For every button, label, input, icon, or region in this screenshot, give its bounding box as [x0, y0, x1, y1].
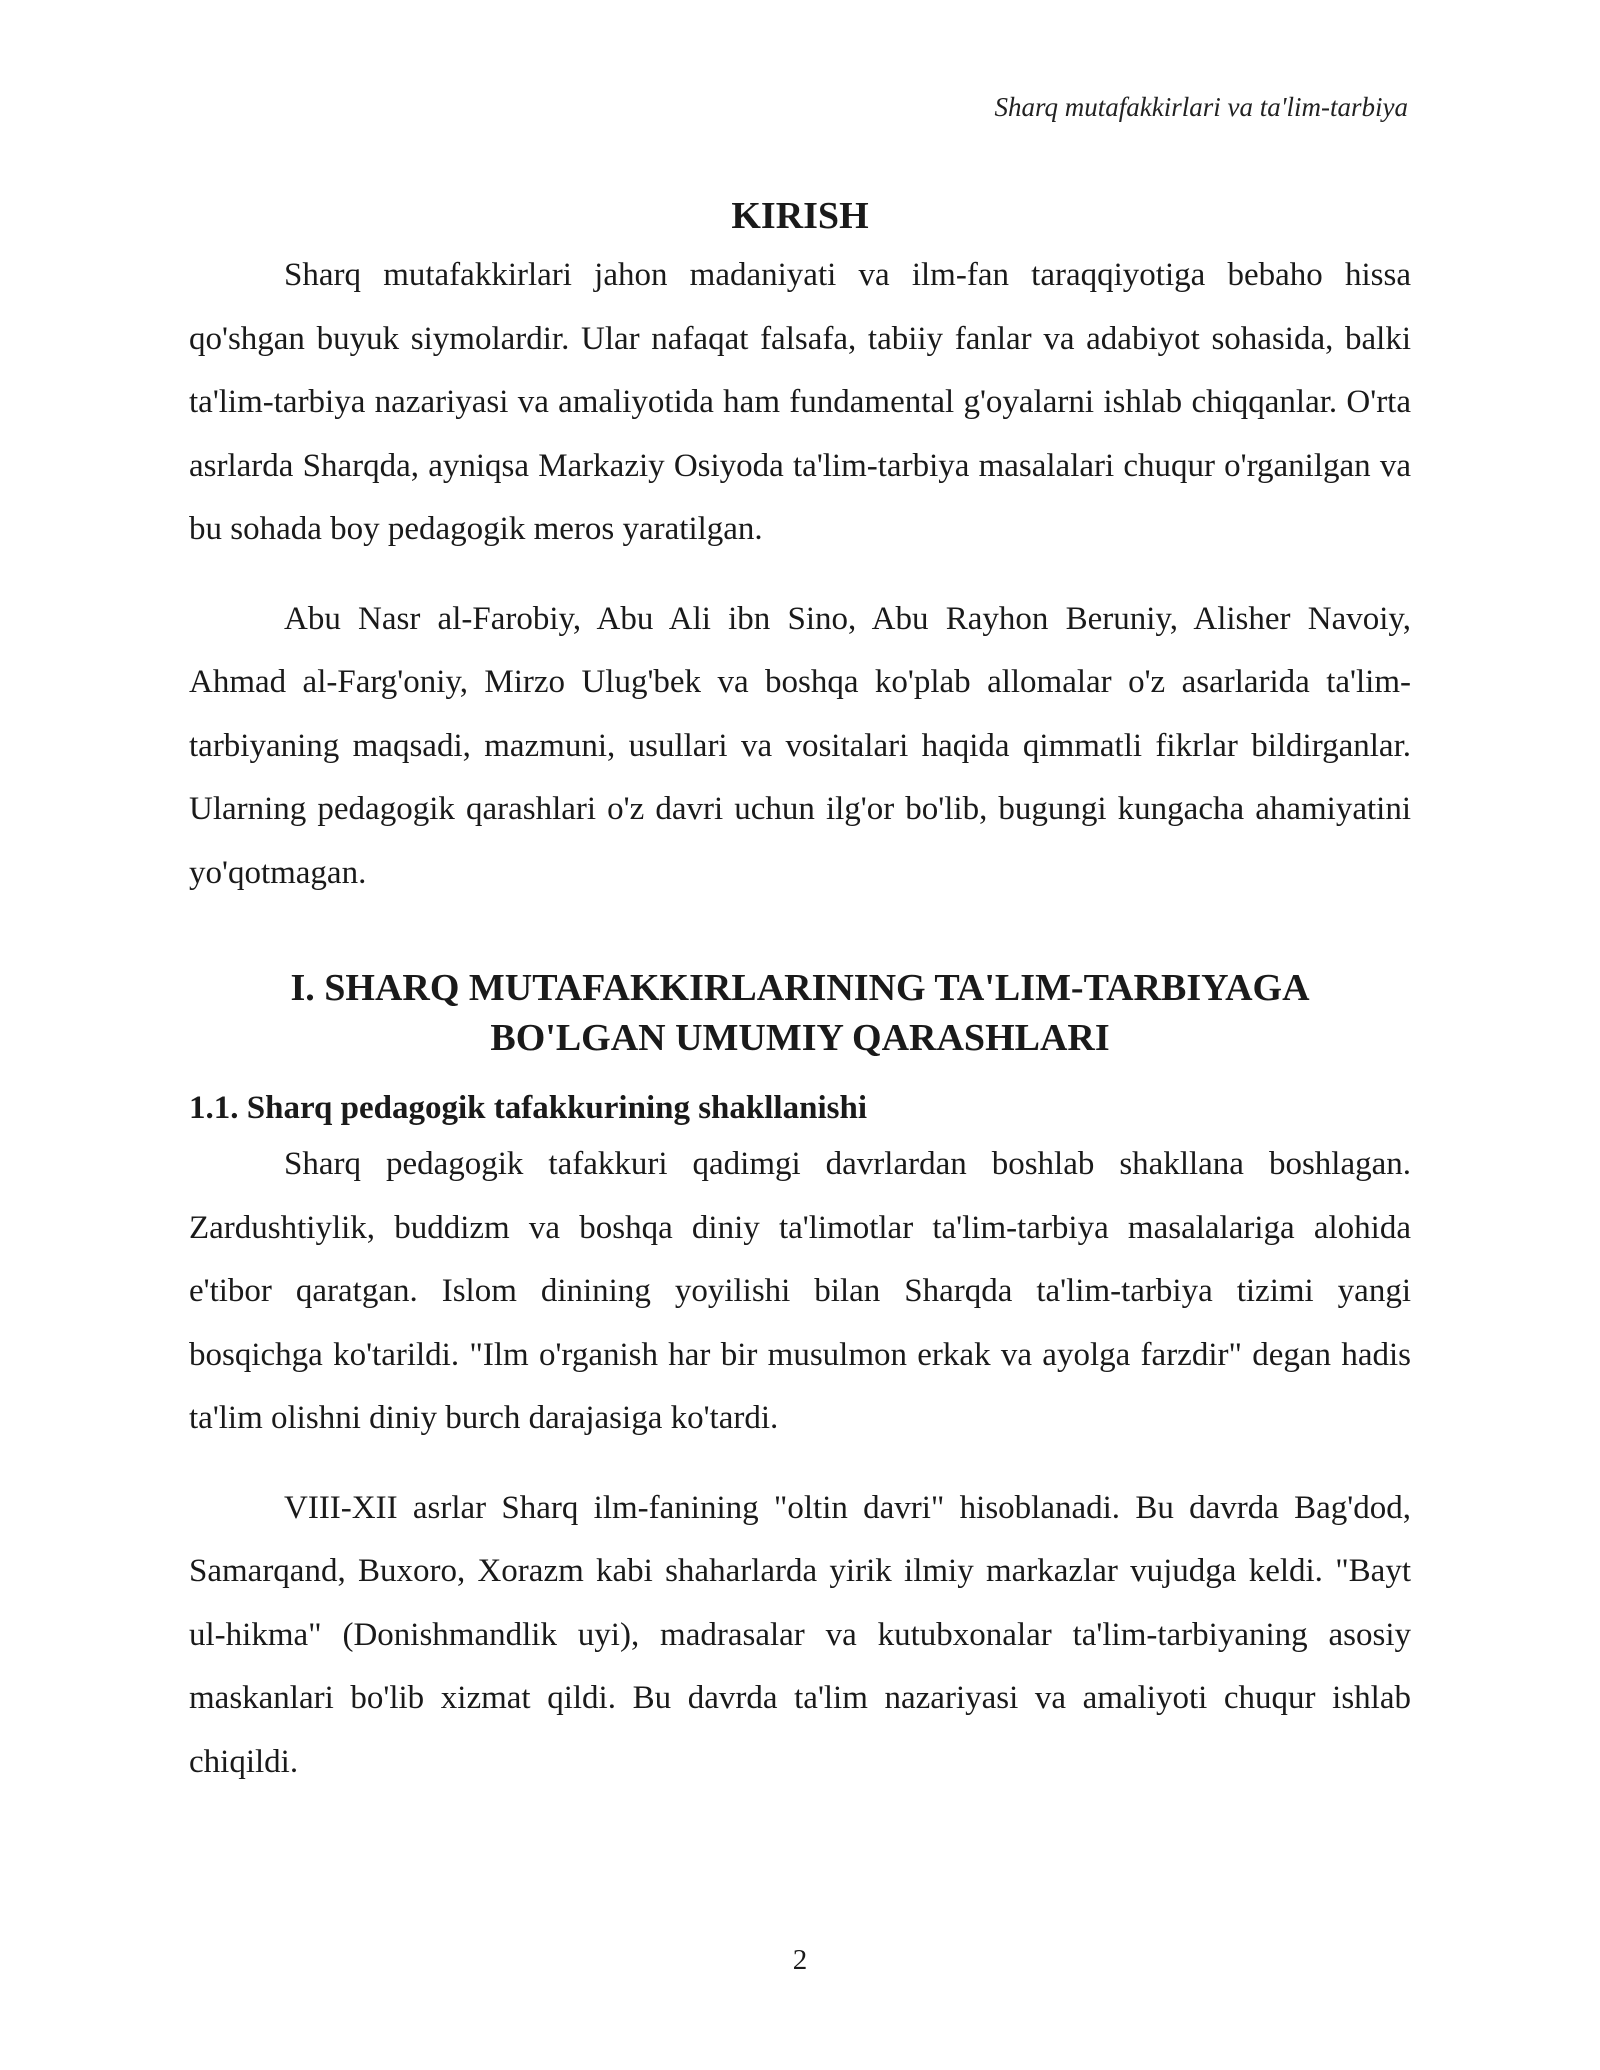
- section-paragraph-2: VIII-XII asrlar Sharq ilm-fanining "oltin davri" hisoblanadi. Bu davrda Bag'dod, Samarqand, Buxoro, Xorazm kabi shaharlarda yirik ilmiy markazlar vujudga keldi. "Bayt ul-hikma" (Donishmandlik uyi), madrasalar va kutubxonalar ta'lim-tarbiyaning asosiy maskanlari bo'lib xizmat qildi. Bu davrda ta'lim nazariyasi va amaliyoti chuqur ishlab chiqildi.: [189, 1489, 1411, 1780]
- chapter-title: [189, 963, 1411, 1063]
- running-header: Sharq mutafakkirlari va ta'lim-tarbiya: [994, 92, 1408, 122]
- intro-paragraph-1: Sharq mutafakkirlari jahon madaniyati va ilm-fan taraqqiyotiga bebaho hissa qo'shgan buyuk siymolardir. Ular nafaqat falsafa, tabiiy fanlar va adabiyot sohasida, balki ta'lim-tarbiya nazariyasi va amaliyotida ham fundamental g'oyalarni ishlab chiqqanlar. O'rta asrlarda Sharqda, ayniqsa Markaziy Osiyoda ta'lim-tarbiya masalalari chuqur o'rganilgan va bu sohada boy pedagogik meros yaratilgan.: [189, 257, 1411, 547]
- paragraph-spacer: [189, 562, 1411, 588]
- chapter-title-line-1: I. SHARQ MUTAFAKKIRLARINING TA'LIM-TARBIYAGA: [290, 967, 1310, 1009]
- section-paragraph-1: Sharq pedagogik tafakkuri qadimgi davrlardan boshlab shakllana boshlagan. Zardushtiylik, buddizm va boshqa diniy ta'limotlar ta'lim-tarbiya masalalariga alohida e'tibor qaratgan. Islom dinining yoyilishi bilan Sharqda ta'lim-tarbiya tizimi yangi bosqichga ko'tarildi. "Ilm o'rganish har bir musulmon erkak va ayolga farzdir" degan hadis ta'lim olishni diniy burch darajasiga ko'tardi.: [189, 1146, 1411, 1436]
- page-number: 2: [792, 1944, 808, 1976]
- intro-paragraph-2: Abu Nasr al-Farobiy, Abu Ali ibn Sino, Abu Rayhon Beruniy, Alisher Navoiy, Ahmad al-Farg'oniy, Mirzo Ulug'bek va boshqa ko'plab allomalar o'z asarlarida ta'lim-tarbiyaning maqsadi, mazmuni, usullari va vositalari haqida qimmatli fikrlar bildirganlar. Ularning pedagogik qarashlari o'z davri uchun ilg'or bo'lib, bugungi kungacha ahamiyatini yo'qotmagan.: [189, 600, 1411, 891]
- intro-title: KIRISH: [731, 195, 869, 237]
- paragraph-spacer: [189, 1451, 1411, 1477]
- section-title: 1.1. Sharq pedagogik tafakkurining shakllanishi: [189, 1090, 867, 1126]
- chapter-title-line-2: BO'LGAN UMUMIY QARASHLARI: [490, 1017, 1110, 1059]
- page-content: [189, 188, 1411, 1794]
